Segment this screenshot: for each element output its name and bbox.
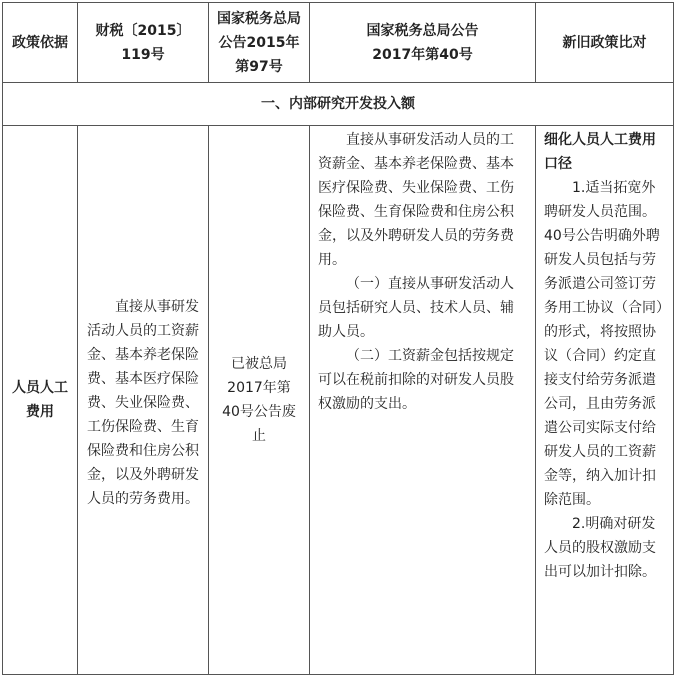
cell-comparison [536,126,674,675]
header-caishui-119-text: 财税〔2015〕119号 [95,22,191,63]
announcement-40-paragraph: 直接从事研发活动人员的工资薪金、基本养老保险费、基本医疗保险费、失业保险费、工伤保险费、生育保险费和住房公积金，以及外聘研发人员的劳务费用。 [318,132,514,268]
header-comparison [536,3,674,83]
section-row [3,83,674,126]
cell-caishui-119-text: 直接从事研发活动人员的工资薪金、基本养老保险费、基本医疗保险费、失业保险费、工伤保险费、生育保险费和住房公积金，以及外聘研发人员的劳务费用。 [87,298,199,507]
header-caishui-119 [78,3,209,83]
row-label-text: 人员人工费用 [12,380,68,420]
header-announcement-40-text: 国家税务总局公告2017年第40号 [366,22,479,63]
comparison-point: 2.明确对研发人员的股权激励支出可以加计扣除。 [544,516,656,580]
section-title: 一、内部研究开发投入额 [3,83,674,126]
cell-announcement-97-text: 已被总局2017年第40号公告废止 [222,356,296,444]
header-policy-basis-text: 政策依据 [12,34,68,51]
cell-announcement-40 [310,126,536,675]
cell-caishui-119 [78,126,209,675]
cell-announcement-97 [209,126,310,675]
header-announcement-97 [209,3,310,83]
header-comparison-text: 新旧政策比对 [562,34,647,51]
table-row [3,126,674,675]
comparison-point: 1.适当拓宽外聘研发人员范围。40号公告明确外聘研发人员包括与劳务派遣公司签订劳务用工协议（合同）的形式，将按照协议（合同）约定直接支付给劳务派遣公司，且由劳务派遣公司实际支付给研发人员的工资薪金等，纳入加计扣除范围。 [544,180,663,508]
policy-comparison-table [2,2,674,675]
header-row [3,3,674,83]
row-label-personnel-cost [3,126,78,675]
header-announcement-40 [310,3,536,83]
comparison-title: 细化人员人工费用口径 [544,132,656,172]
announcement-40-paragraph: （一）直接从事研发活动人员包括研究人员、技术人员、辅助人员。 [318,276,514,340]
header-policy-basis [3,3,78,83]
announcement-40-paragraph: （二）工资薪金包括按规定可以在税前扣除的对研发人员股权激励的支出。 [318,348,514,412]
header-announcement-97-text: 国家税务总局公告2015年第97号 [217,10,301,75]
